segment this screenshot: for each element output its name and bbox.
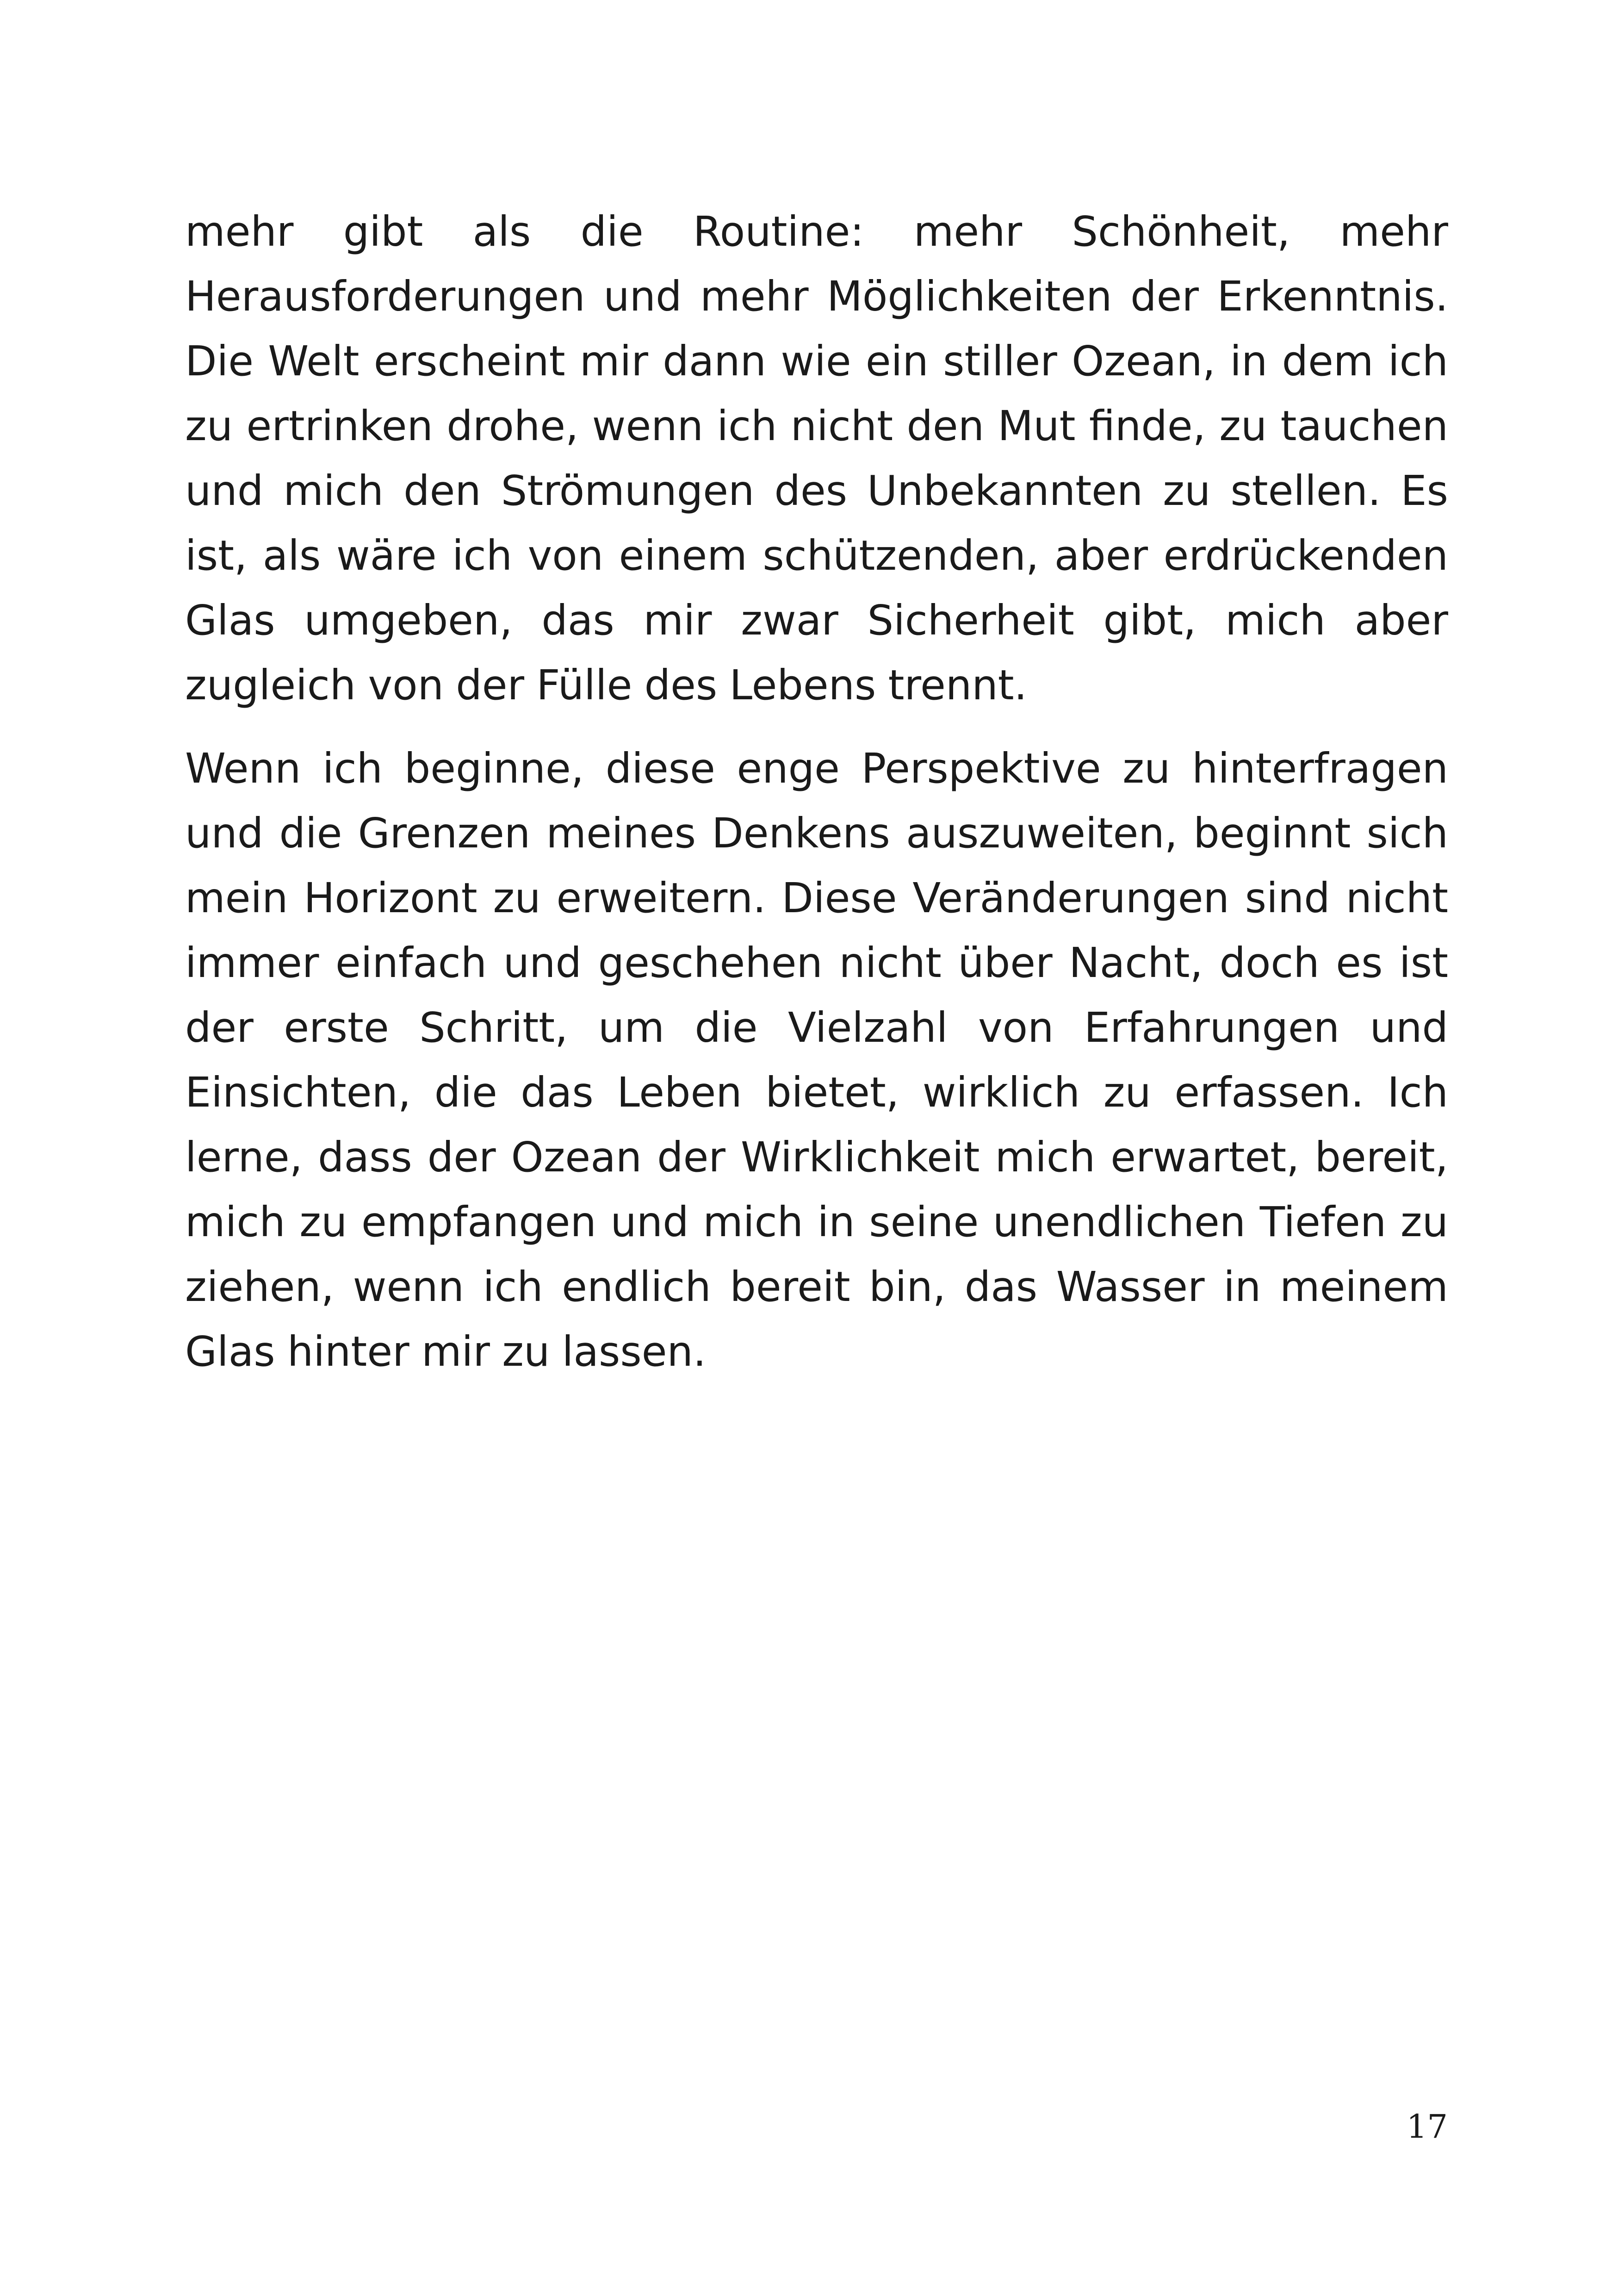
page-number: 17	[1406, 2108, 1448, 2146]
paragraph-2: Wenn ich beginne, diese enge Perspektive zu hinterfragen und die Grenzen meines Denkens auszuweiten, beginnt sich mein Horizont zu erweitern. Diese Veränderungen sind nicht immer einfach und geschehen nicht über Nacht, doch es ist der erste Schritt, um die Vielzahl von Erfahrungen und Einsichten, die das Leben bietet, wirklich zu erfassen. Ich lerne, dass der Ozean der Wirklichkeit mich erwartet, bereit, mich zu empfangen und mich in seine unendlichen Tiefen zu ziehen, wenn ich endlich bereit bin, das Wasser in meinem Glas hinter mir zu lassen.	[185, 744, 1448, 1375]
body-text	[185, 199, 1448, 1402]
paragraph-1: mehr gibt als die Routine: mehr Schönheit, mehr Herausforderungen und mehr Möglichkeiten der Erkenntnis. Die Welt erscheint mir dann wie ein stiller Ozean, in dem ich zu ertrinken drohe, wenn ich nicht den Mut finde, zu tauchen und mich den Strömungen des Unbekannten zu stellen. Es ist, als wäre ich von einem schützenden, aber erdrückenden Glas umgeben, das mir zwar Sicherheit gibt, mich aber zugleich von der Fülle des Lebens trennt.	[185, 207, 1448, 709]
